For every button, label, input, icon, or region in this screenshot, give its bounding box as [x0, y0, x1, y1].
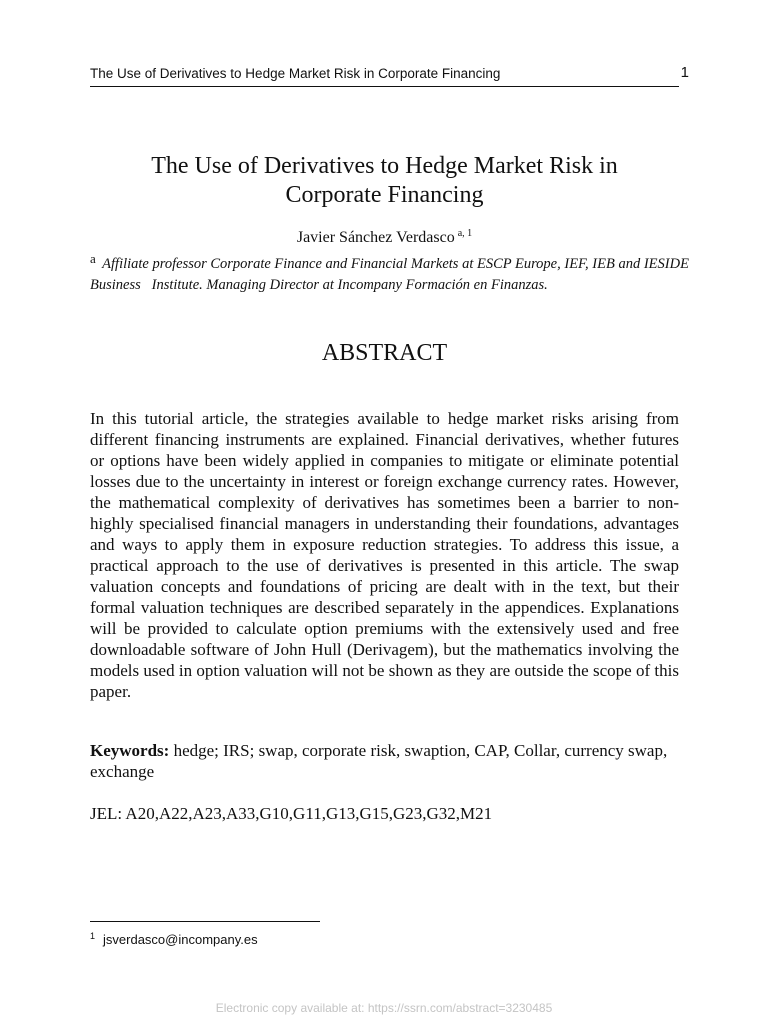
keywords-text: hedge; IRS; swap, corporate risk, swaption, CAP, Collar, currency swap, exchange: [90, 741, 668, 781]
affiliation-marker: a: [90, 251, 96, 266]
paper-title-line-2: Corporate Financing: [285, 182, 484, 208]
footnote-rule: [90, 921, 320, 922]
author-superscript: a, 1: [457, 228, 473, 239]
paper-title: [90, 152, 679, 210]
author-line: [90, 224, 679, 248]
footnote-marker: 1: [90, 931, 96, 941]
running-header: [90, 64, 689, 87]
footnote-email[interactable]: jsverdasco@incompany.es: [103, 932, 258, 947]
page-number: 1: [680, 64, 689, 81]
affiliation: [90, 248, 690, 296]
keywords: [90, 740, 679, 782]
abstract-heading: ABSTRACT: [321, 340, 448, 366]
running-title: The Use of Derivatives to Hedge Market Risk in Corporate Financing: [90, 66, 501, 81]
jel-codes: JEL: A20,A22,A23,A33,G10,G11,G13,G15,G23,G32,M21: [90, 804, 493, 823]
keywords-label: Keywords:: [90, 741, 170, 760]
author-name: Javier Sánchez Verdasco: [296, 229, 455, 246]
affiliation-text: Affiliate professor Corporate Finance and Financial Markets at ESCP Europe, IEF, IEB and IESIDE Business Institute. Managing Director at Incompany Formación en Finanzas.: [90, 256, 689, 293]
paper-title-line-1: The Use of Derivatives to Hedge Market Risk in: [151, 153, 618, 179]
abstract-body: In this tutorial article, the strategies available to hedge market risks arising from different financing instruments are explained. Financial derivatives, whether futures or options have been widely applied in companies to mitigate or eliminate potential losses due to the uncertainty in interest or foreign exchange currency rates. However, the mathematical complexity of derivatives has sometimes been a barrier to non-highly specialised financial managers in understanding their foundations, advantages and ways to apply them in exposure reduction strategies. To address this issue, a practical approach to the use of derivatives is presented in this article. The swap valuation concepts and foundations of pricing are dealt with in the text, but their formal valuation techniques are described separately in the appendices. Explanations will be provided to calculate option premiums with the extensively used and free downloadable software of John Hull (Derivagem), but the mathematics involving the models used in option valuation will not be shown as they are outside the scope of this paper.: [90, 409, 679, 701]
ssrn-footer-link[interactable]: Electronic copy available at: https://ssrn.com/abstract=3230485: [215, 1001, 553, 1015]
footnote: [90, 931, 258, 947]
